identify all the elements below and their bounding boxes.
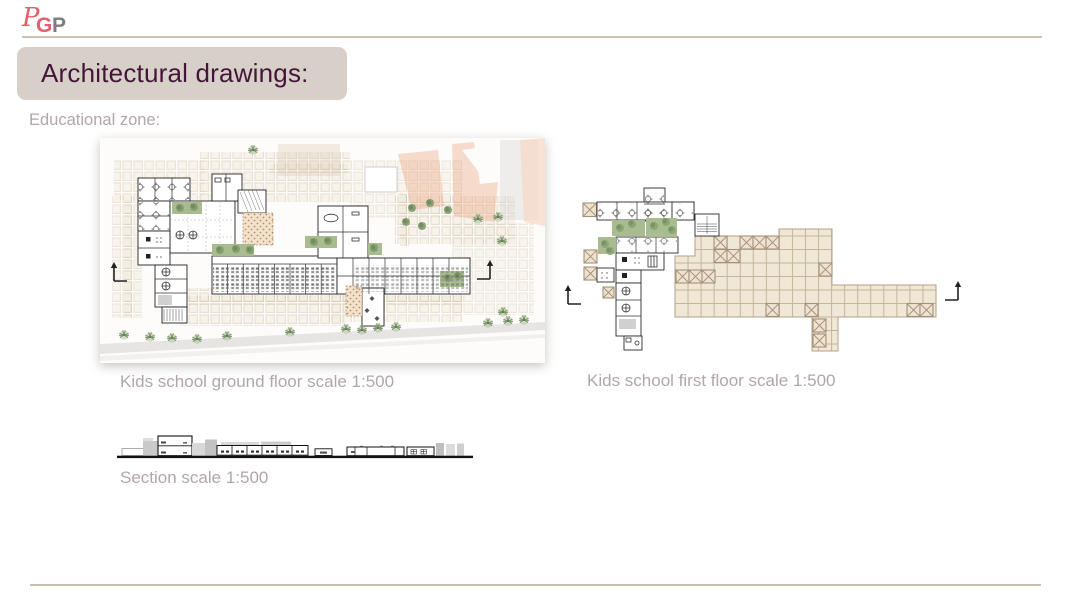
first-floor-figure <box>560 178 970 358</box>
ground-floor-figure <box>100 138 545 363</box>
section-drawing <box>117 436 473 458</box>
subtitle: Educational zone: <box>29 111 161 129</box>
ground-floor-plan-graphic <box>100 138 545 363</box>
caption-section: Section scale 1:500 <box>120 468 269 487</box>
first-floor-plan-graphic <box>560 178 970 358</box>
section-drawing-graphic <box>115 430 480 462</box>
play-courtyard <box>243 213 273 245</box>
gp-logo <box>20 2 104 36</box>
ground-line <box>117 456 473 458</box>
caption-ground-floor: Kids school ground floor scale 1:500 <box>120 372 395 391</box>
footer-divider <box>30 584 1041 586</box>
section-figure <box>115 430 480 462</box>
logo-letter-g: G <box>36 14 53 36</box>
header-divider <box>22 36 1042 38</box>
logo-letter-p: P <box>52 14 67 36</box>
caption-first-floor: Kids school first floor scale 1:500 <box>587 371 836 390</box>
logo-mark: P <box>22 3 40 33</box>
title-box <box>17 47 347 100</box>
page-title: Architectural drawings: <box>41 58 309 88</box>
